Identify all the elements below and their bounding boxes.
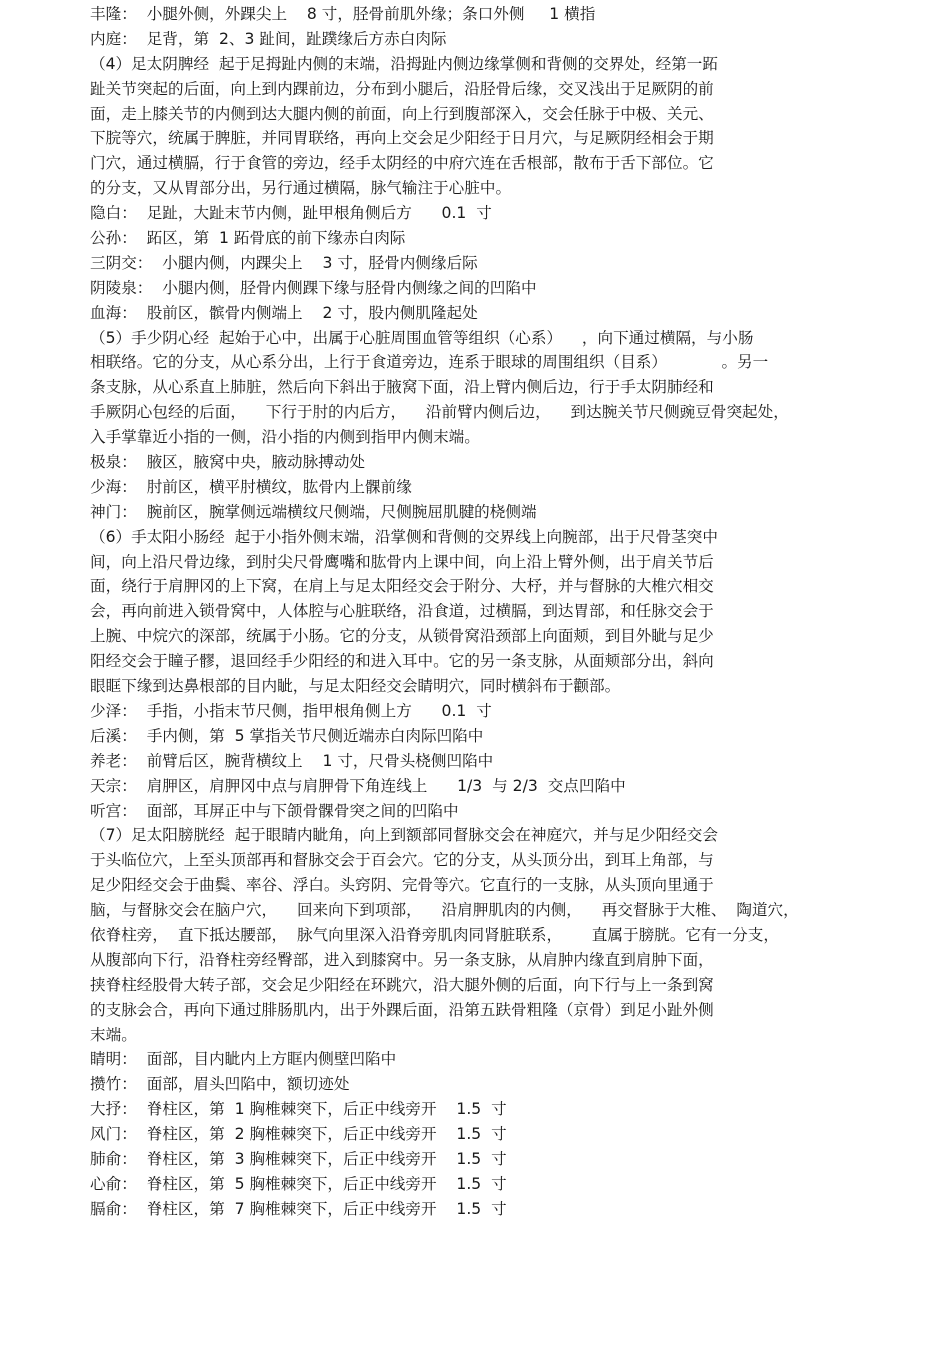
text-line: 少泽： 手指，小指末节尺侧，指甲根角侧上方 0.1 寸 xyxy=(90,701,492,720)
text-line: 脑，与督脉交会在脑户穴， 回来向下到项部， 沿肩胛肌肉的内侧， 再交督脉于大椎、 陶道穴， xyxy=(90,901,799,920)
text-line: 隐白： 足趾，大趾末节内侧，趾甲根角侧后方 0.1 寸 xyxy=(90,204,492,223)
text-line: 膈俞： 脊柱区，第 7 胸椎棘突下，后正中线旁开 1.5 寸 xyxy=(90,1199,507,1218)
text-line: 天宗： 肩胛区，肩胛冈中点与肩胛骨下角连线上 1/3 与 2/3 交点凹陷中 xyxy=(90,776,626,795)
text-line: 于头临位穴，上至头顶部再和督脉交会于百会穴。它的分支，从头顶分出，到耳上角部，与 xyxy=(90,851,714,870)
text-line: 阴陵泉： 小腿内侧，胫骨内侧踝下缘与胫骨内侧缘之间的凹陷中 xyxy=(90,278,537,297)
text-line: （6）手太阳小肠经 起于小指外侧末端，沿掌侧和背侧的交界线上向腕部，出于尺骨茎突中 xyxy=(90,527,718,546)
text-line: （5）手少阴心经 起始于心中，出属于心脏周围血管等组织（心系） ，向下通过横隔，与小肠 xyxy=(90,328,754,347)
text-line: 睛明： 面部，目内眦内上方眶内侧壁凹陷中 xyxy=(90,1050,397,1069)
text-line: 上腕、中烷穴的深部，统属于小肠。它的分支，从锁骨窝沿颈部上向面颊，到目外眦与足少 xyxy=(90,627,714,646)
text-line: 依脊柱旁， 直下抵达腰部， 脉气向里深入沿脊旁肌肉同肾脏联系， 直属于膀胱。它有一分支， xyxy=(90,925,779,944)
text-line: 内庭： 足背，第 2、3 趾间，趾蹼缘后方赤白肉际 xyxy=(90,29,447,48)
text-line: 末端。 xyxy=(90,1025,137,1044)
text-line: 面，走上膝关节的内侧到达大腿内侧的前面，向上行到腹部深入，交会任脉于中极、关元、 xyxy=(90,104,714,123)
text-line: 心俞： 脊柱区，第 5 胸椎棘突下，后正中线旁开 1.5 寸 xyxy=(90,1174,507,1193)
text-line: 养老： 前臂后区，腕背横纹上 1 寸，尺骨头桡侧凹陷中 xyxy=(90,751,494,770)
text-line: 挟脊柱经股骨大转子部，交会足少阳经在环跳穴，沿大腿外侧的后面，向下行与上一条到窝 xyxy=(90,975,714,994)
text-line: 听宫： 面部，耳屏正中与下颌骨髁骨突之间的凹陷中 xyxy=(90,801,459,820)
text-line: 神门： 腕前区，腕掌侧远端横纹尺侧端，尺侧腕屈肌腱的桡侧端 xyxy=(90,502,537,521)
text-line: 丰隆： 小腿外侧，外踝尖上 8 寸，胫骨前肌外缘；条口外侧 1 横指 xyxy=(90,5,596,23)
text-line: 入手掌靠近小指的一侧，沿小指的内侧到指甲内侧末端。 xyxy=(90,428,480,447)
document-page xyxy=(90,2,860,1222)
text-line: 少海： 肘前区，横平肘横纹，肱骨内上髁前缘 xyxy=(90,477,412,496)
text-line: 极泉： 腋区，腋窝中央，腋动脉搏动处 xyxy=(90,453,366,472)
text-line: 大抒： 脊柱区，第 1 胸椎棘突下，后正中线旁开 1.5 寸 xyxy=(90,1100,507,1119)
text-line: 眼眶下缘到达鼻根部的目内眦，与足太阳经交会睛明穴，同时横斜布于颧部。 xyxy=(90,677,621,696)
text-line: 条支脉，从心系直上肺脏，然后向下斜出于腋窝下面，沿上臂内侧后边，行于手太阴肺经和 xyxy=(90,378,714,397)
text-line: 从腹部向下行，沿脊柱旁经臀部，进入到膝窝中。另一条支脉，从肩肿内缘直到肩肿下面， xyxy=(90,950,714,969)
text-line: 公孙： 跖区，第 1 跖骨底的前下缘赤白肉际 xyxy=(90,229,406,248)
text-line: 会，再向前进入锁骨窝中，人体腔与心脏联络，沿食道，过横膈，到达胃部，和任脉交会于 xyxy=(90,602,714,621)
text-line: 血海： 股前区，髌骨内侧端上 2 寸，股内侧肌隆起处 xyxy=(90,303,478,322)
text-line: 下脘等穴，统属于脾脏，并同胃联络，再向上交会足少阳经于日月穴，与足厥阴经相会于期 xyxy=(90,129,714,148)
text-line: 面，绕行于肩胛冈的上下窝，在肩上与足太阳经交会于附分、大杼，并与督脉的大椎穴相交 xyxy=(90,577,714,596)
text-line: 三阴交： 小腿内侧，内踝尖上 3 寸，胫骨内侧缘后际 xyxy=(90,253,478,272)
text-line: 足少阳经交会于曲鬓、率谷、浮白。头窍阴、完骨等穴。它直行的一支脉，从头顶向里通于 xyxy=(90,876,714,895)
text-line: 的分支，又从胃部分出，另行通过横隔，脉气输注于心脏中。 xyxy=(90,179,512,198)
text-line: 门穴，通过横膈，行于食管的旁边，经手太阴经的中府穴连在舌根部，散布于舌下部位。它 xyxy=(90,154,714,173)
text-line: 攒竹： 面部，眉头凹陷中，额切迹处 xyxy=(90,1075,350,1094)
text-line: （7）足太阳膀胱经 起于眼睛内眦角，向上到额部同督脉交会在神庭穴，并与足少阳经交会 xyxy=(90,826,718,845)
text-line: 风门： 脊柱区，第 2 胸椎棘突下，后正中线旁开 1.5 寸 xyxy=(90,1125,507,1144)
text-line: 间，向上沿尺骨边缘，到肘尖尺骨鹰嘴和肱骨内上课中间，向上沿上臂外侧，出于肩关节后 xyxy=(90,552,714,571)
text-line: 后溪： 手内侧，第 5 掌指关节尺侧近端赤白肉际凹陷中 xyxy=(90,726,484,745)
text-line: 阳经交会于瞳子髎，退回经手少阳经的和进入耳中。它的另一条支脉，从面颊部分出，斜向 xyxy=(90,652,714,671)
text-line: 的支脉会合，再向下通过腓肠肌内，出于外踝后面，沿第五趺骨粗隆（京骨）到足小趾外侧 xyxy=(90,1000,714,1019)
text-line: 肺俞： 脊柱区，第 3 胸椎棘突下，后正中线旁开 1.5 寸 xyxy=(90,1149,507,1168)
text-line: （4）足太阴脾经 起于足拇趾内侧的末端，沿拇趾内侧边缘掌侧和背侧的交界处，经第一跖 xyxy=(90,54,718,73)
text-line: 手厥阴心包经的后面， 下行于肘的内后方， 沿前臂内侧后边， 到达腕关节尺侧豌豆骨突起处， xyxy=(90,403,789,422)
text-line: 相联络。它的分支，从心系分出，上行于食道旁边，连系于眼球的周围组织（目系） 。另一 xyxy=(90,353,769,372)
text-line: 趾关节突起的后面，向上到内踝前边，分布到小腿后，沿胫骨后缘，交叉浅出于足厥阴的前 xyxy=(90,79,714,98)
